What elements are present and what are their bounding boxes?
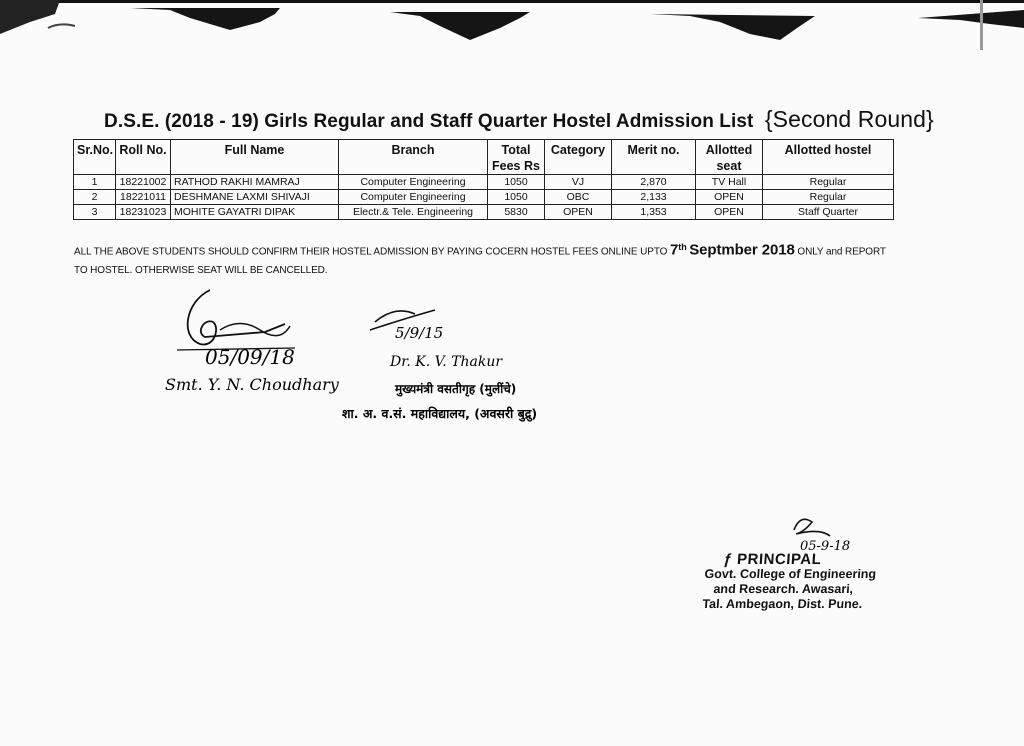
signature-principal-date: 05-9-18 bbox=[800, 539, 851, 554]
signature-left-date: 05/09/18 bbox=[205, 345, 295, 369]
header-total-fees-line1: Total bbox=[501, 143, 531, 157]
signature-middle-date: 5/9/15 bbox=[395, 324, 444, 342]
cell-fees: 5830 bbox=[488, 205, 545, 220]
cell-name: DESHMANE LAXMI SHIVAJI bbox=[171, 190, 339, 205]
cell-branch: Computer Engineering bbox=[339, 175, 488, 190]
header-full-name: Full Name bbox=[171, 140, 339, 175]
cell-category: OPEN bbox=[545, 205, 612, 220]
table-header-row bbox=[74, 140, 894, 175]
cell-sr: 2 bbox=[74, 190, 116, 205]
principal-title: ƒ PRINCIPAL bbox=[722, 551, 822, 568]
signature-left-name: Smt. Y. N. Choudhary bbox=[165, 375, 339, 394]
cell-merit: 1,353 bbox=[612, 205, 696, 220]
table-row bbox=[74, 175, 894, 190]
table-row bbox=[74, 190, 894, 205]
principal-line1: Govt. College of Engineering bbox=[704, 567, 877, 581]
title-text: D.S.E. (2018 - 19) Girls Regular and Staff Quarter Hostel Admission List bbox=[104, 111, 754, 132]
cell-name: MOHITE GAYATRI DIPAK bbox=[171, 205, 339, 220]
cell-hostel: Staff Quarter bbox=[763, 205, 894, 220]
cell-roll: 18231023 bbox=[116, 205, 171, 220]
principal-line2: and Research. Awasari, bbox=[713, 582, 854, 596]
cell-hostel: Regular bbox=[763, 190, 894, 205]
signature-middle-stamp2: शा. अ. व.सं. महाविद्यालय, (अवसरी बुद्रु) bbox=[342, 406, 538, 421]
cell-merit: 2,870 bbox=[612, 175, 696, 190]
header-allotted-hostel: Allotted hostel bbox=[763, 140, 894, 175]
cell-seat: OPEN bbox=[696, 205, 763, 220]
header-total-fees-line2: Fees Rs bbox=[492, 159, 540, 173]
cell-seat: OPEN bbox=[696, 190, 763, 205]
table-row bbox=[74, 205, 894, 220]
cell-seat: TV Hall bbox=[696, 175, 763, 190]
header-merit-no: Merit no. bbox=[612, 140, 696, 175]
admission-table bbox=[73, 139, 894, 220]
cell-sr: 3 bbox=[74, 205, 116, 220]
header-sr-no: Sr.No. bbox=[74, 140, 116, 175]
principal-title-text: PRINCIPAL bbox=[736, 551, 822, 568]
notice-day: 7 bbox=[670, 241, 679, 259]
cell-fees: 1050 bbox=[488, 175, 545, 190]
cell-fees: 1050 bbox=[488, 190, 545, 205]
cell-name: RATHOD RAKHI MAMRAJ bbox=[171, 175, 339, 190]
cell-branch: Computer Engineering bbox=[339, 190, 488, 205]
cell-category: OBC bbox=[545, 190, 612, 205]
cell-roll: 18221002 bbox=[116, 175, 171, 190]
cell-sr: 1 bbox=[74, 175, 116, 190]
header-allotted-seat bbox=[696, 140, 763, 175]
notice-text bbox=[74, 238, 894, 280]
header-roll-no: Roll No. bbox=[116, 140, 171, 175]
cell-hostel: Regular bbox=[763, 175, 894, 190]
signature-left bbox=[165, 282, 355, 402]
header-allotted-seat-line1: Allotted bbox=[705, 143, 753, 157]
signature-middle bbox=[340, 300, 590, 425]
round-label: {Second Round} bbox=[764, 106, 934, 132]
signature-middle-stamp1: मुख्यमंत्री वसतीगृह (मुलींचे) bbox=[395, 382, 517, 396]
principal-line3: Tal. Ambegaon, Dist. Pune. bbox=[701, 597, 863, 611]
notice-day-suffix: th bbox=[678, 242, 687, 252]
header-total-fees bbox=[488, 140, 545, 175]
document-title bbox=[104, 106, 934, 133]
header-category: Category bbox=[545, 140, 612, 175]
principal-stamp bbox=[702, 552, 906, 612]
notice-date: Septmber 2018 bbox=[689, 241, 795, 259]
cell-roll: 18221011 bbox=[116, 190, 171, 205]
cell-merit: 2,133 bbox=[612, 190, 696, 205]
cell-category: VJ bbox=[545, 175, 612, 190]
header-allotted-seat-line2: seat bbox=[716, 159, 742, 173]
cell-branch: Electr.& Tele. Engineering bbox=[339, 205, 488, 220]
scan-artifact-top bbox=[0, 0, 1024, 50]
notice-part2: ONLY and REPORT TO HOSTEL. OTHERWISE SEAT WILL BE CANCELLED. bbox=[74, 246, 886, 277]
notice-part1: ALL THE ABOVE STUDENTS SHOULD CONFIRM THEIR HOSTEL ADMISSION BY PAYING COCERN HOSTEL FEES ONLINE UPTO bbox=[74, 246, 668, 258]
header-branch: Branch bbox=[339, 140, 488, 175]
signature-middle-name: Dr. K. V. Thakur bbox=[390, 354, 503, 370]
